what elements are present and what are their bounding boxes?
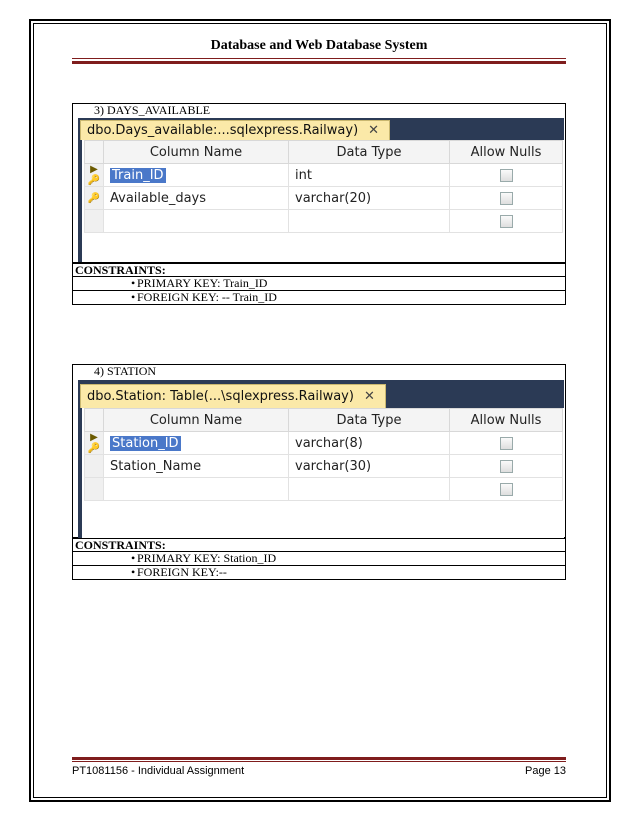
column-name-cell[interactable]: Available_days [104,187,289,210]
constraints-heading: CONSTRAINTS: [72,538,566,552]
column-name-cell[interactable]: Station_Name [104,455,289,478]
ssms-tab-title: dbo.Station: Table(...\sqlexpress.Railway) [87,389,354,404]
page-header-title: Database and Web Database System [210,38,428,53]
ssms-tab[interactable] [80,120,390,140]
close-icon[interactable]: ✕ [368,123,380,138]
data-type-cell[interactable] [289,478,450,501]
allow-nulls-checkbox[interactable] [500,483,513,496]
table-row-empty[interactable] [85,478,563,501]
close-icon[interactable]: ✕ [363,389,375,404]
table-row[interactable] [85,455,563,478]
table-row[interactable] [85,164,563,187]
allow-nulls-cell[interactable] [450,164,563,187]
allow-nulls-cell[interactable] [450,210,563,233]
allow-nulls-cell[interactable] [450,455,563,478]
header-rule-thick [72,61,566,64]
data-type-cell[interactable]: varchar(20) [289,187,450,210]
row-selector[interactable] [85,210,104,233]
row-selector-header [85,409,104,432]
constraint-item: • PRIMARY KEY: Station_ID [72,552,566,566]
allow-nulls-header: Allow Nulls [450,141,563,164]
allow-nulls-checkbox[interactable] [500,215,513,228]
column-grid [84,140,563,233]
column-name-cell[interactable]: Station_ID [104,432,289,455]
data-type-cell[interactable] [289,210,450,233]
column-name-cell[interactable] [104,210,289,233]
ssms-grid-area [78,408,564,538]
constraint-item: • FOREIGN KEY: -- Train_ID [72,291,566,305]
footer-assignment: PT1081156 - Individual Assignment [72,765,245,777]
column-grid [84,408,563,501]
section-label: 3) DAYS_AVAILABLE [94,103,211,117]
data-type-header: Data Type [289,141,450,164]
section-label: 4) STATION [94,364,157,378]
allow-nulls-cell[interactable] [450,187,563,210]
data-type-cell[interactable]: varchar(8) [289,432,450,455]
ssms-designer-station [78,380,564,538]
footer-page-number: Page 13 [525,765,566,777]
header-rule [72,58,566,59]
column-name-header: Column Name [104,409,289,432]
constraint-item: • FOREIGN KEY:-- [72,566,566,580]
ssms-tab-bar [78,118,564,140]
row-pointer-icon[interactable]: ▶🔑 [85,432,104,455]
ssms-designer-days-available [78,118,564,262]
constraints-station [72,538,566,580]
grid-header-row [85,141,563,164]
table-row[interactable] [85,432,563,455]
key-icon[interactable]: 🔑 [85,187,104,210]
grid-header-row [85,409,563,432]
row-selector[interactable] [85,478,104,501]
ssms-tab-bar [78,380,564,408]
constraints-heading: CONSTRAINTS: [72,263,566,277]
data-type-header: Data Type [289,409,450,432]
allow-nulls-checkbox[interactable] [500,460,513,473]
footer-rule [72,761,566,762]
allow-nulls-cell[interactable] [450,432,563,455]
ssms-tab-title: dbo.Days_available:...sqlexpress.Railway) [87,123,359,138]
allow-nulls-checkbox[interactable] [500,169,513,182]
ssms-tab[interactable] [80,384,386,408]
data-type-cell[interactable]: varchar(30) [289,455,450,478]
table-row[interactable] [85,187,563,210]
allow-nulls-cell[interactable] [450,478,563,501]
column-name-cell[interactable]: Train_ID [104,164,289,187]
row-pointer-icon[interactable]: ▶🔑 [85,164,104,187]
allow-nulls-checkbox[interactable] [500,192,513,205]
constraints-days-available [72,263,566,305]
allow-nulls-checkbox[interactable] [500,437,513,450]
column-name-cell[interactable] [104,478,289,501]
row-selector-header [85,141,104,164]
allow-nulls-header: Allow Nulls [450,409,563,432]
footer-rule-thick [72,757,566,760]
row-selector[interactable] [85,455,104,478]
column-name-header: Column Name [104,141,289,164]
constraint-item: • PRIMARY KEY: Train_ID [72,277,566,291]
ssms-grid-area [78,140,564,262]
table-row-empty[interactable] [85,210,563,233]
data-type-cell[interactable]: int [289,164,450,187]
